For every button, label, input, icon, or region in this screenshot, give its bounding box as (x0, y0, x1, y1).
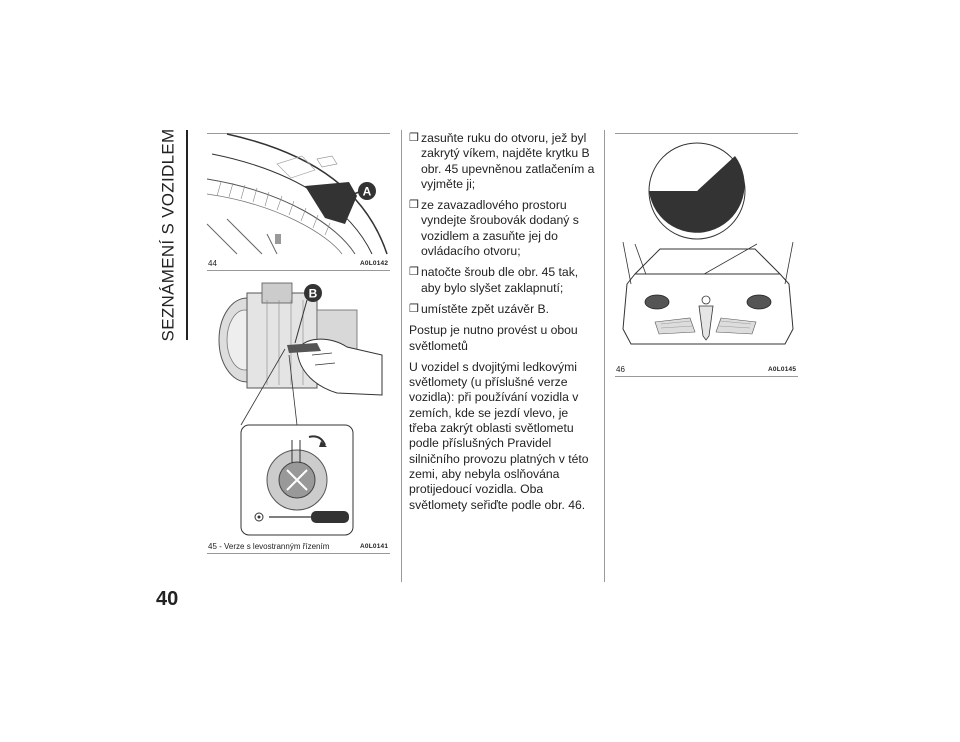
list-item: ❒ zasuňte ruku do otvoru, jež byl zakrytý víkem, najděte krytku B obr. 45 upevněnou zatlačením a vyjměte ji; (409, 131, 595, 191)
list-item: ❒ natočte šroub dle obr. 45 tak, aby bylo slyšet zaklapnutí; (409, 265, 579, 295)
figure-46-code: A0L0145 (768, 366, 797, 373)
steps-list (409, 131, 599, 317)
figure-46-illustration (615, 134, 798, 359)
figure-44-number: 44 (208, 259, 217, 268)
figure-45-code: A0L0141 (360, 543, 389, 550)
text-column (409, 131, 599, 519)
figure-44-bottom-rule (207, 270, 390, 271)
list-item: ❒ umístěte zpět uzávěr B. (409, 301, 550, 316)
page-number: 40 (156, 588, 179, 610)
figure-45-caption: 45 - Verze s levostranným řízením (208, 542, 330, 551)
callout-b: B (308, 286, 318, 301)
figure-44-illustration (207, 134, 390, 254)
section-divider (186, 130, 188, 340)
figure-46-number: 46 (616, 365, 625, 374)
figure-45-illustration (207, 275, 390, 537)
list-item: ❒ ze zavazadlového prostoru vyndejte šroubovák dodaný s vozidlem a zasuňte jej do ovládacího otvoru; (409, 198, 579, 259)
figure-46-bottom-rule (615, 376, 798, 377)
paragraph-both-lamps: Postup je nutno provést u obou světlometů (409, 323, 578, 353)
section-title: SEZNÁMENÍ S VOZIDLEM (158, 128, 177, 342)
paragraph-led-headlamps: U vozidel s dvojitými ledkovými světlomety (u příslušné verze vozidla): při používání vozidla v zemích, kde se jezdí vlevo, je třeba zakrýt oblasti světlometu podle příslušných Pravidel silničního provozu platných v této zemi, aby nebyla oslňována protijedoucí vozidla. Oba světlomety seřiďte podle obr. 46. (409, 359, 589, 512)
column-divider-right (604, 130, 605, 582)
column-divider-left (401, 130, 402, 582)
figure-45-bottom-rule (207, 553, 390, 554)
callout-a: A (362, 184, 372, 199)
figure-44-code: A0L0142 (360, 260, 389, 267)
